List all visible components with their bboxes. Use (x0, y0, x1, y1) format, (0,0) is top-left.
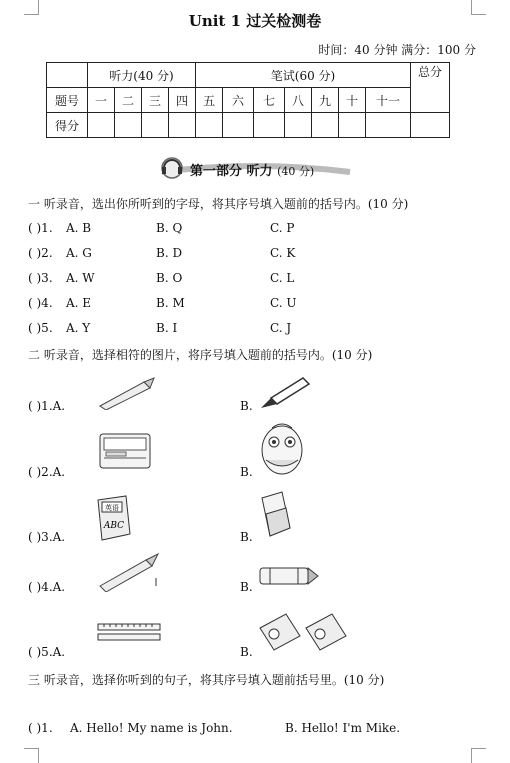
part1-points: (40 分) (277, 165, 315, 178)
score-cell[interactable] (196, 113, 223, 138)
option-b: B. (240, 645, 253, 659)
row-score-label: 得分 (47, 113, 88, 138)
option-c: C. J (270, 321, 292, 335)
option-b: B. (240, 580, 253, 594)
question-number: ( )2.A. (28, 465, 66, 479)
score-cell[interactable] (254, 113, 285, 138)
page-title: Unit 1 过关检测卷 (188, 12, 322, 30)
option-b: B. (240, 465, 253, 479)
option-b: B. (240, 530, 253, 544)
english-book-icon (94, 494, 134, 542)
option-a: A. W (66, 271, 95, 285)
score-cell[interactable] (366, 113, 411, 138)
row-number-label: 题号 (47, 88, 88, 113)
option-a: A. E (66, 296, 92, 310)
corner-mark-bottom-left (24, 748, 39, 763)
option-c: C. U (270, 296, 297, 310)
headphones-icon (162, 158, 182, 178)
number-cell: 十一 (366, 88, 411, 113)
number-cell: 四 (169, 88, 196, 113)
option-b: B. (240, 399, 253, 413)
section1-instruction: 一 听录音，选出你所听到的字母，将其序号填入题前的括号内。(10 分) (28, 197, 409, 211)
section3-instruction: 三 听录音，选择你听到的句子，将其序号填入题前括号里。(10 分) (28, 673, 385, 687)
question-number: ( )2. (28, 246, 53, 260)
ruler-icon (96, 622, 162, 642)
number-cell: 六 (223, 88, 254, 113)
score-cell[interactable] (88, 113, 115, 138)
question-number: ( )4.A. (28, 580, 66, 594)
written-header: 笔试(60 分) (196, 63, 411, 88)
part1-title: 第一部分 听力 (190, 164, 273, 179)
book-letters: ABC (103, 521, 125, 531)
number-cell: 三 (142, 88, 169, 113)
score-table (46, 62, 450, 138)
option-c: C. K (270, 246, 296, 260)
option-a: A. Y (66, 321, 91, 335)
number-cell: 八 (285, 88, 312, 113)
listening-header: 听力(40 分) (88, 63, 196, 88)
score-cell[interactable] (285, 113, 312, 138)
score-cell[interactable] (339, 113, 366, 138)
question-number: ( )5. (28, 321, 53, 335)
number-cell: 二 (115, 88, 142, 113)
number-cell: 一 (88, 88, 115, 113)
schoolbag-icon (256, 420, 308, 478)
corner-mark-bottom-right (471, 748, 486, 763)
pen-icon (255, 374, 311, 410)
option-a: A. Hello! My name is John. (70, 721, 233, 735)
question-number: ( )4. (28, 296, 53, 310)
question-number: ( )1. (28, 721, 53, 735)
option-c: C. P (270, 221, 295, 235)
score-cell[interactable] (411, 113, 450, 138)
option-b: B. M (156, 296, 185, 310)
eraser-icon (256, 488, 296, 540)
question-number: ( )1. (28, 221, 53, 235)
score-cell[interactable] (169, 113, 196, 138)
pencil-icon (96, 376, 156, 410)
option-b: B. Q (156, 221, 183, 235)
number-cell: 九 (312, 88, 339, 113)
total-header: 总分 (411, 63, 450, 113)
time-info: 时间：40 分钟 满分：100 分 (318, 43, 476, 57)
score-cell[interactable] (142, 113, 169, 138)
score-cell[interactable] (223, 113, 254, 138)
score-cell[interactable] (115, 113, 142, 138)
section2-instruction: 二 听录音，选择相符的图片，将序号填入题前的括号内。(10 分) (28, 348, 373, 362)
pencil-case-icon (96, 430, 154, 472)
crayon-icon (258, 564, 320, 588)
option-b: B. I (156, 321, 178, 335)
option-a: A. B (66, 221, 92, 235)
question-number: ( )3. (28, 271, 53, 285)
score-cell[interactable] (312, 113, 339, 138)
question-number: ( )3.A. (28, 530, 66, 544)
option-c: C. L (270, 271, 295, 285)
option-b: B. O (156, 271, 183, 285)
option-b: B. D (156, 246, 183, 260)
option-b: B. Hello! I'm Mike. (285, 721, 401, 735)
number-cell: 七 (254, 88, 285, 113)
option-a: A. G (66, 246, 92, 260)
book-label: 英语 (105, 504, 119, 512)
question-number: ( )1.A. (28, 399, 66, 413)
pencil-icon (96, 552, 160, 592)
sharpener-icon (256, 610, 352, 656)
number-cell: 五 (196, 88, 223, 113)
question-number: ( )5.A. (28, 645, 66, 659)
number-cell: 十 (339, 88, 366, 113)
